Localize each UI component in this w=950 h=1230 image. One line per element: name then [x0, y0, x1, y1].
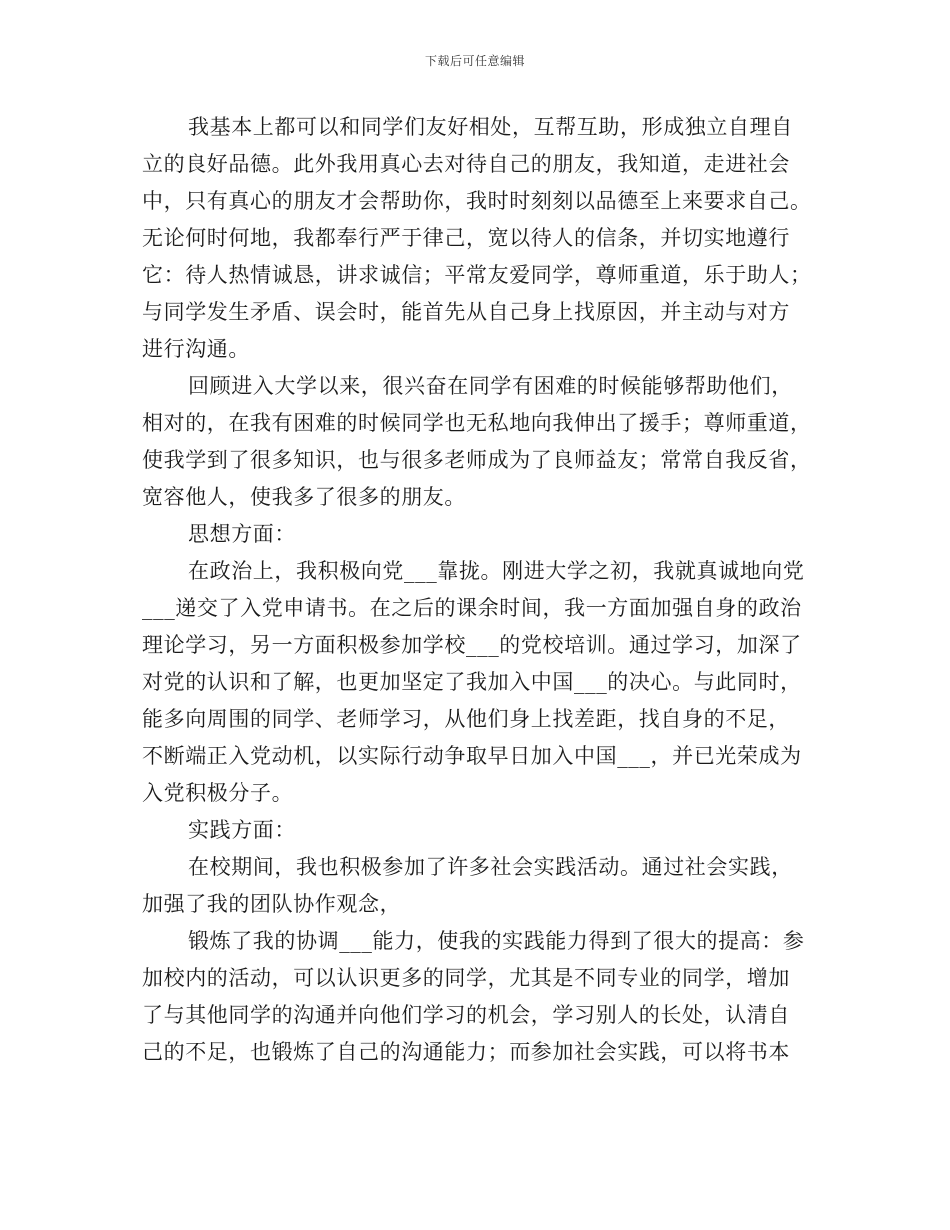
- text-line: 能多向周围的同学、老师学习，从他们身上找差距，找自身的不足，: [142, 707, 790, 731]
- text-line: 使我学到了很多知识，也与很多老师成为了良师益友；常常自我反省，: [142, 448, 812, 472]
- text-line: 立的良好品德。此外我用真心去对待自己的朋友，我知道，走进社会: [142, 152, 790, 176]
- text-line: 锻炼了我的协调___能力，使我的实践能力得到了很大的提高：参: [188, 929, 805, 953]
- text-line: 我基本上都可以和同学们友好相处，互帮互助，形成独立自理自: [188, 115, 793, 139]
- text-line: 理论学习，另一方面积极参加学校___的党校培训。通过学习，加深了: [142, 633, 802, 657]
- text-line: 与同学发生矛盾、误会时，能首先从自己身上找原因，并主动与对方: [142, 300, 790, 324]
- page-header: 下载后可任意编辑: [424, 54, 525, 68]
- text-line: 入党积极分子。: [142, 781, 294, 805]
- text-line: 对党的认识和了解，也更加坚定了我加入中国___的决心。与此同时，: [142, 670, 802, 694]
- document-body: [142, 109, 812, 1071]
- text-line: 了与其他同学的沟通并向他们学习的机会，学习别人的长处，认清自: [142, 1003, 790, 1027]
- text-line: 加强了我的团队协作观念，: [142, 892, 402, 916]
- text-line: 无论何时何地，我都奉行严于律己，宽以待人的信条，并切实地遵行: [142, 226, 790, 250]
- text-line: 思想方面：: [188, 522, 296, 546]
- text-line: 进行沟通。: [142, 337, 250, 361]
- text-line: 实践方面：: [188, 818, 296, 842]
- text-line: 中，只有真心的朋友才会帮助你，我时时刻刻以品德至上来要求自己。: [142, 189, 812, 213]
- text-line: 回顾进入大学以来，很兴奋在同学有困难的时候能够帮助他们，: [188, 374, 793, 398]
- text-line: 加校内的活动，可以认识更多的同学，尤其是不同专业的同学，增加: [142, 966, 790, 990]
- text-line: 在政治上，我积极向党___靠拢。刚进大学之初，我就真诚地向党: [188, 559, 805, 583]
- text-line: 不断端正入党动机，以实际行动争取早日加入中国___，并已光荣成为: [142, 744, 802, 768]
- text-line: ___递交了入党申请书。在之后的课余时间，我一方面加强自身的政治: [142, 596, 802, 620]
- text-line: 相对的，在我有困难的时候同学也无私地向我伸出了援手；尊师重道，: [142, 411, 812, 435]
- text-line: 宽容他人，使我多了很多的朋友。: [142, 485, 466, 509]
- text-line: 在校期间，我也积极参加了许多社会实践活动。通过社会实践，: [188, 855, 793, 879]
- text-line: 己的不足，也锻炼了自己的沟通能力；而参加社会实践，可以将书本: [142, 1040, 790, 1064]
- text-line: 它：待人热情诚恳，讲求诚信；平常友爱同学，尊师重道，乐于助人；: [142, 263, 812, 287]
